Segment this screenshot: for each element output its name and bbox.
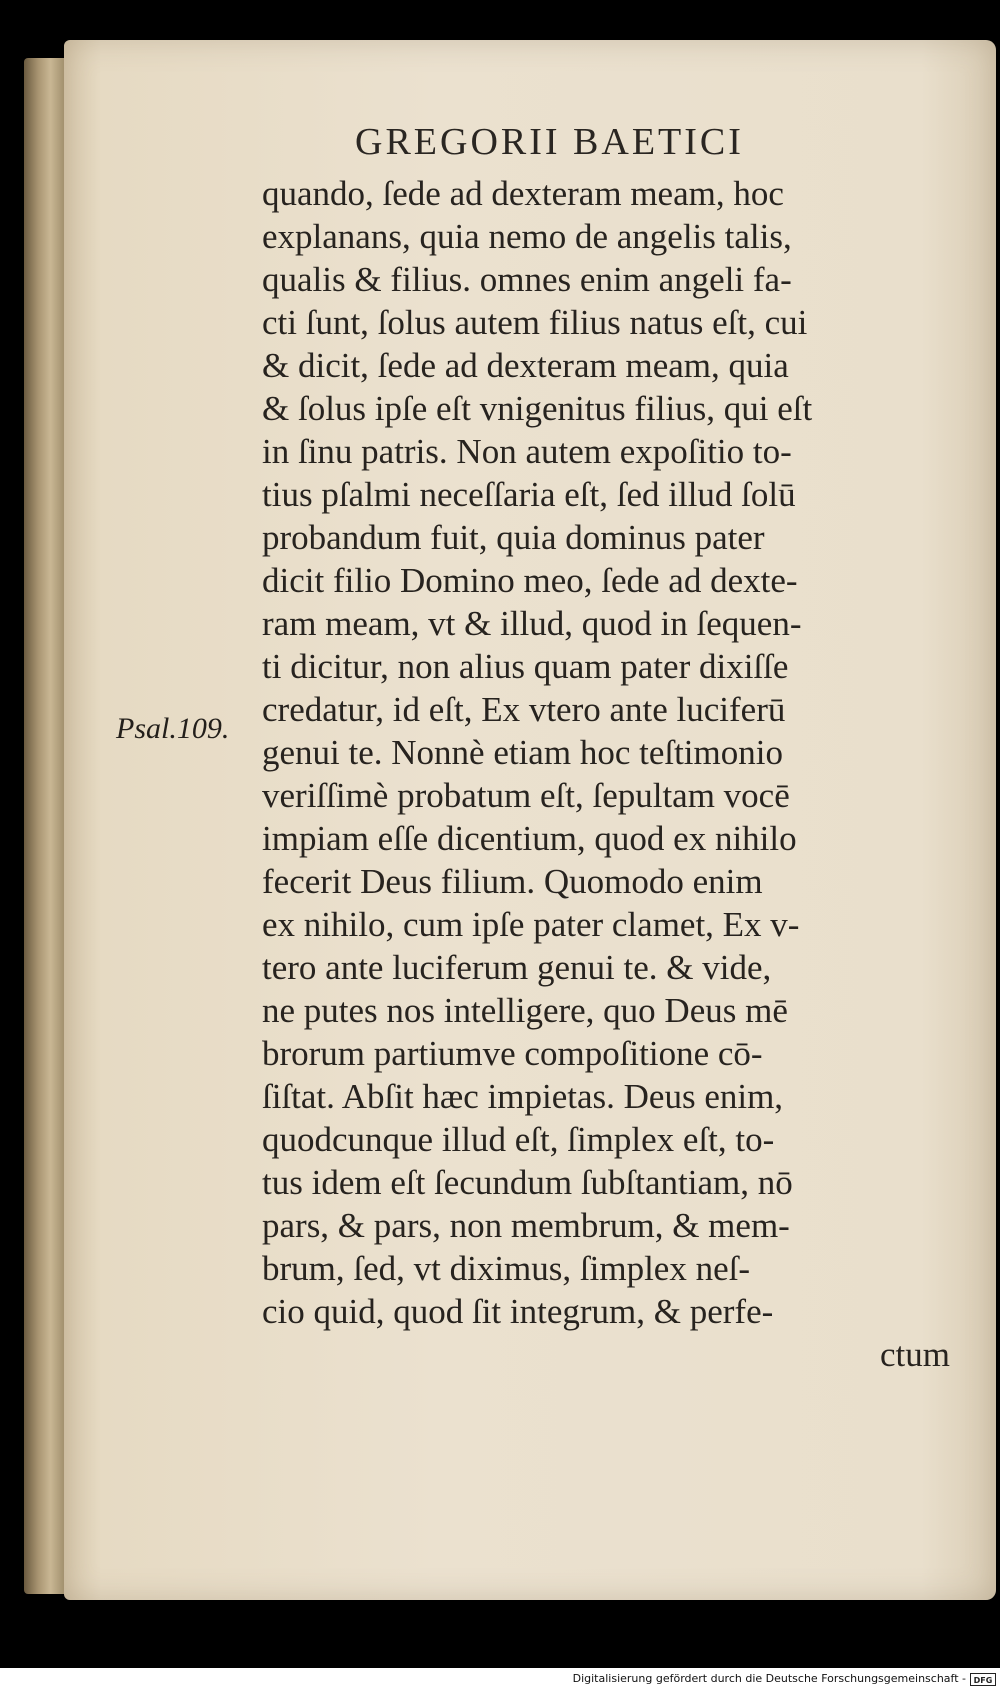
text-line: brorum partiumve compoſitione cō-: [262, 1034, 763, 1073]
text-line: quando, ſede ad dexteram meam, hoc: [262, 174, 784, 213]
text-line: qualis & filius. omnes enim angeli fa-: [262, 260, 792, 299]
dfg-logo-icon: DFG: [970, 1673, 996, 1686]
text-line: credatur, id eſt, Ex vtero ante luciferū: [262, 690, 786, 729]
text-line: explanans, quia nemo de angelis talis,: [262, 217, 792, 256]
text-line: impiam eſſe dicentium, quod ex nihilo: [262, 819, 797, 858]
text-line: cio quid, quod ſit integrum, & perfe-: [262, 1292, 774, 1331]
text-line: pars, & pars, non membrum, & mem-: [262, 1206, 790, 1245]
text-line: ti dicitur, non alius quam pater dixiſſe: [262, 647, 789, 686]
text-line: ſiſtat. Abſit hæc impietas. Deus enim,: [262, 1077, 784, 1116]
text-line: in ſinu patris. Non autem expoſitio to-: [262, 432, 792, 471]
text-line: dicit filio Domino meo, ſede ad dexte-: [262, 561, 798, 600]
body-text: [262, 172, 952, 1376]
text-line: tus idem eſt ſecundum ſubſtantiam, nō: [262, 1163, 793, 1202]
text-line: fecerit Deus filium. Quomodo enim: [262, 862, 763, 901]
text-line: quodcunque illud eſt, ſimplex eſt, to-: [262, 1120, 775, 1159]
running-header: GREGORII BAETICI: [355, 121, 744, 163]
text-line: veriſſimè probatum eſt, ſepultam vocē: [262, 776, 790, 815]
text-line: brum, ſed, vt diximus, ſimplex neſ-: [262, 1249, 751, 1288]
text-line: cti ſunt, ſolus autem filius natus eſt, cui: [262, 303, 808, 342]
text-line: ne putes nos intelligere, quo Deus mē: [262, 991, 788, 1030]
text-line: genui te. Nonnè etiam hoc teſtimonio: [262, 733, 783, 772]
marginal-note: Psal.109.: [116, 712, 230, 745]
text-line: probandum fuit, quia dominus pater: [262, 518, 765, 557]
catchword: ctum: [880, 1335, 950, 1374]
footer-bar: [0, 1670, 1000, 1690]
text-line: tius pſalmi neceſſaria eſt, ſed illud ſolū: [262, 475, 796, 514]
text-line: ram meam, vt & illud, quod in ſequen-: [262, 604, 802, 643]
text-line: & dicit, ſede ad dexteram meam, quia: [262, 346, 789, 385]
text-line: tero ante luciferum genui te. & vide,: [262, 948, 772, 987]
funding-notice: Digitalisierung gefördert durch die Deutsche Forschungsgemeinschaft -: [572, 1672, 966, 1685]
text-line: & ſolus ipſe eſt vnigenitus filius, qui eſt: [262, 389, 813, 428]
text-line: ex nihilo, cum ipſe pater clamet, Ex v-: [262, 905, 800, 944]
